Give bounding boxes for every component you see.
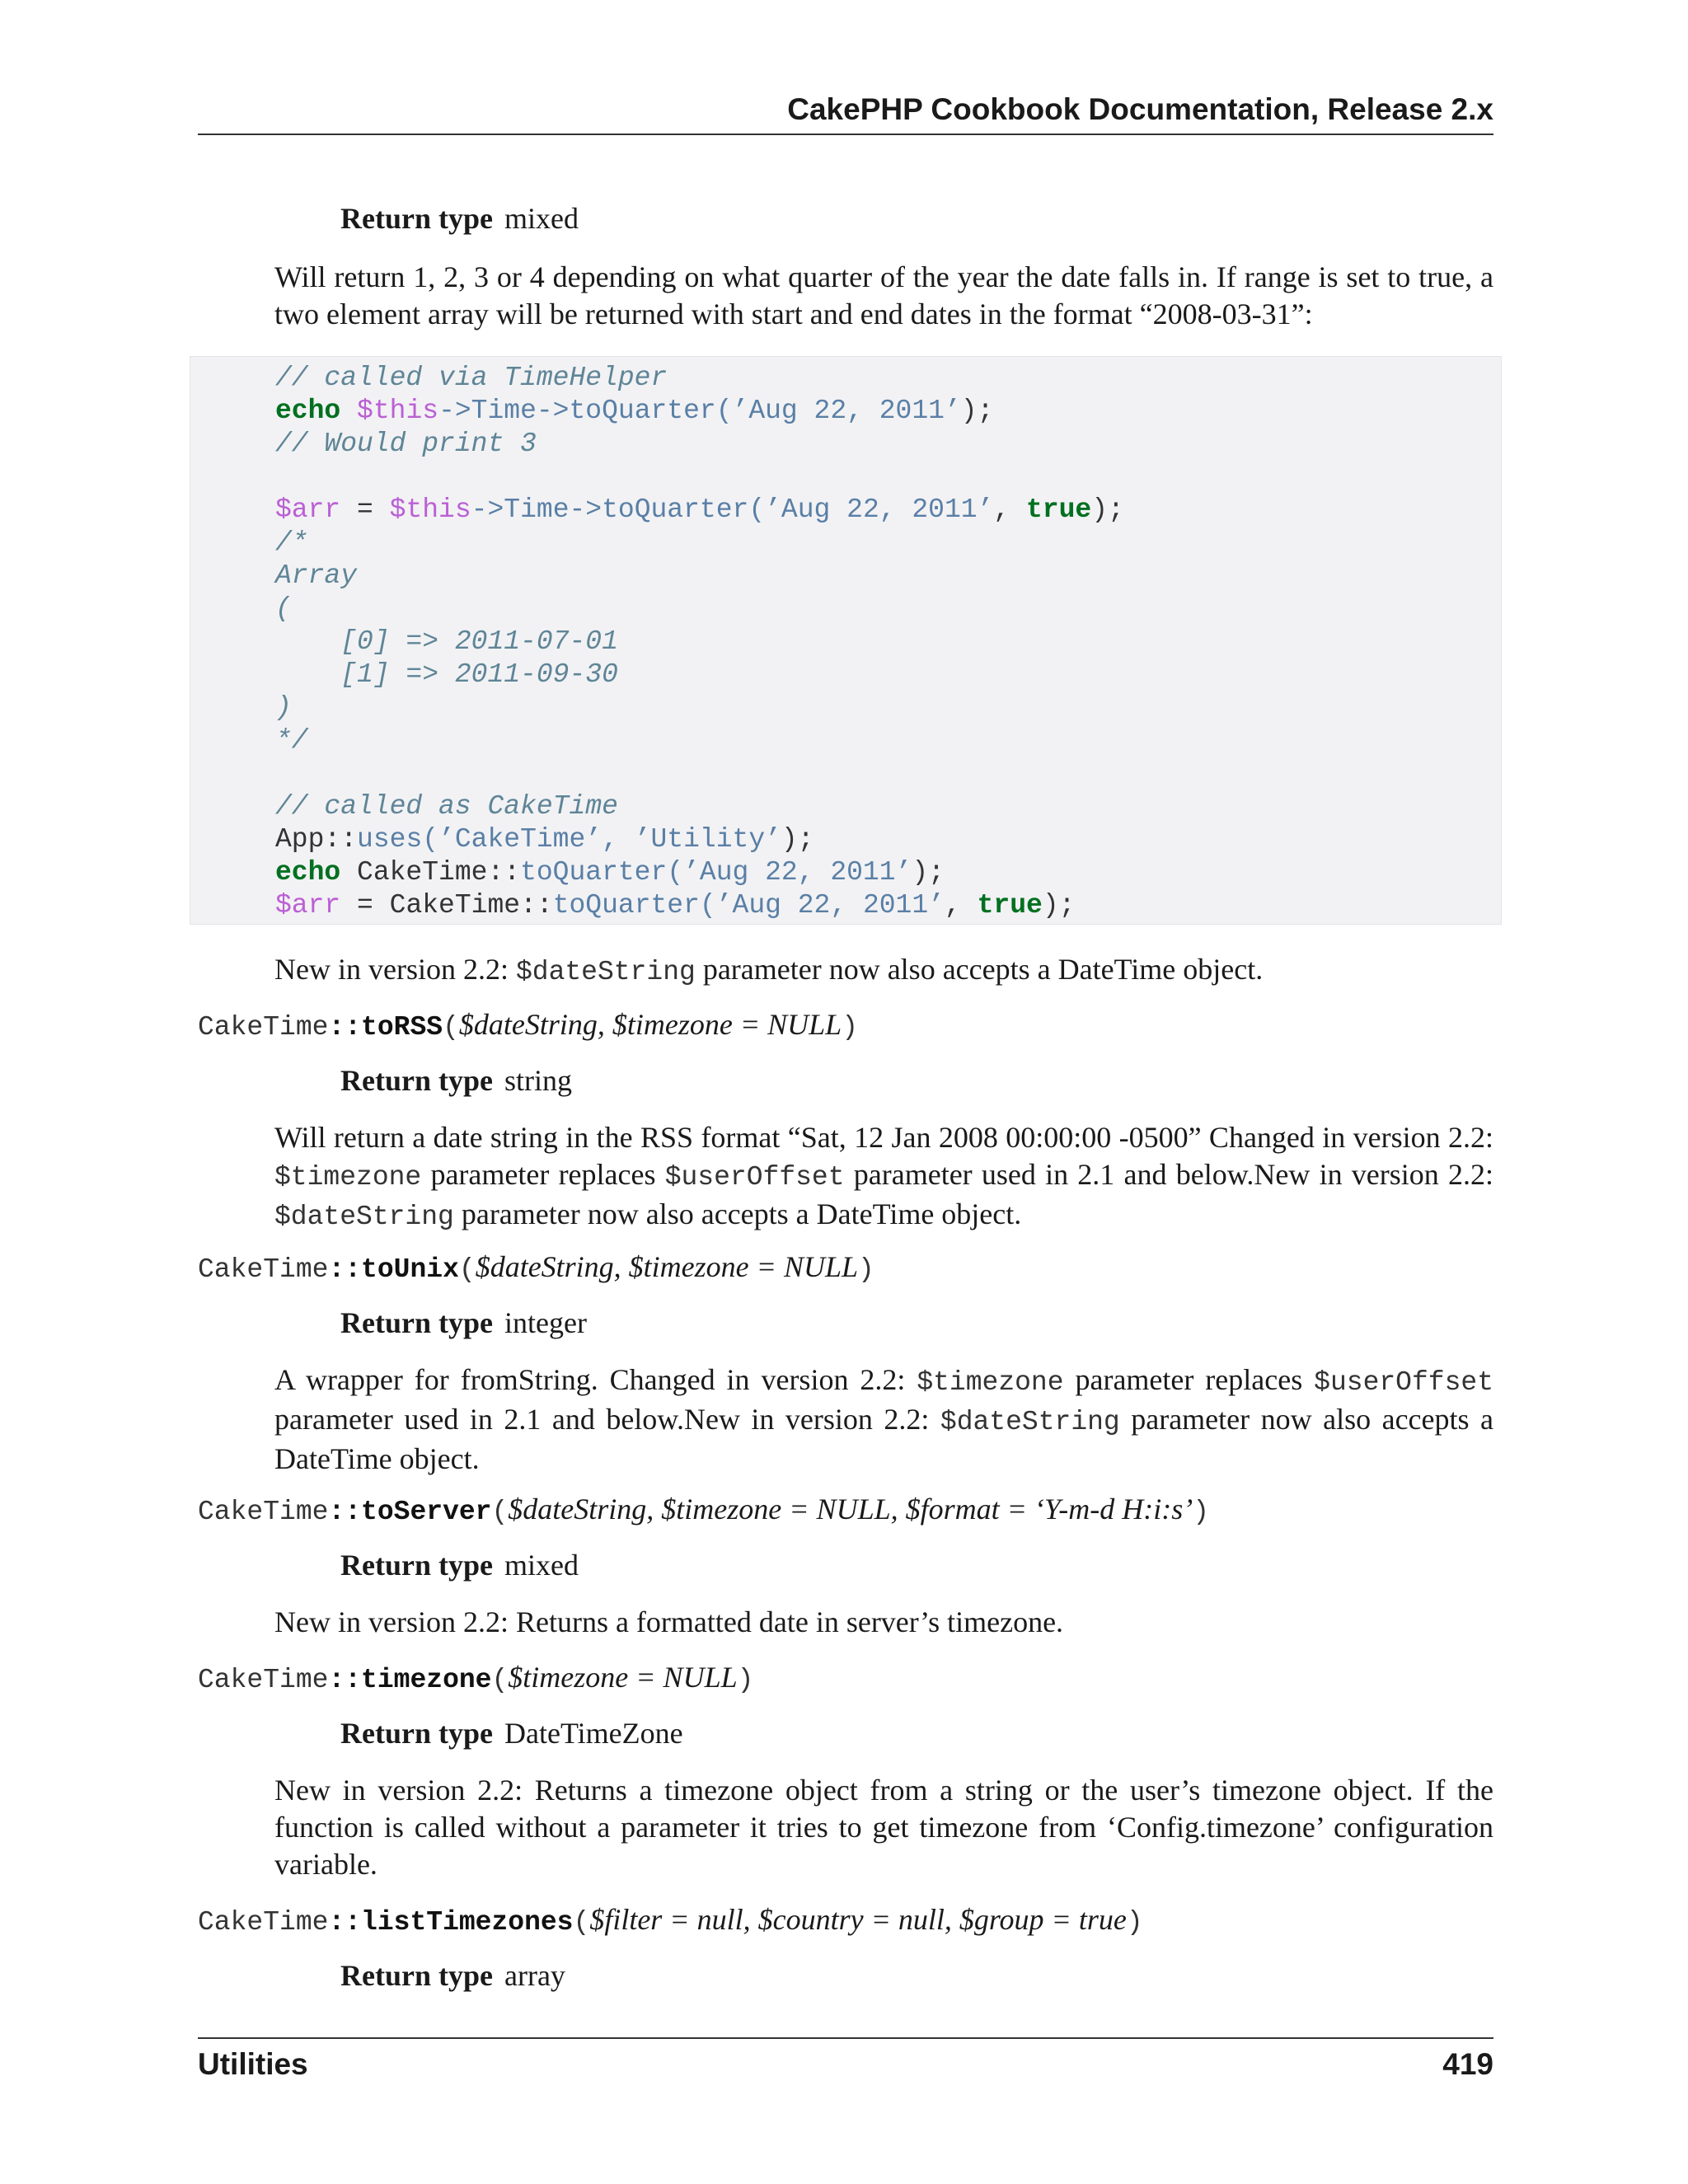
- code-string: (’CakeTime’, ’Utility’: [422, 824, 781, 855]
- code-punct: );: [1042, 890, 1076, 921]
- method-args: $timezone = NULL: [508, 1661, 738, 1694]
- desc-text: parameter replaces: [1063, 1363, 1315, 1396]
- inline-code: $dateString: [515, 957, 696, 987]
- code-variable: $arr: [275, 494, 341, 525]
- return-type-torss: [340, 1063, 572, 1098]
- code-keyword: echo: [275, 857, 341, 888]
- method-args: $dateString, $timezone = NULL, $format = ‘Y-m-d H:i:s’: [508, 1493, 1193, 1526]
- return-type-value: mixed: [504, 202, 579, 235]
- code-punct: ,: [944, 890, 978, 921]
- code-string: (’Aug 22, 2011’: [699, 890, 945, 921]
- inline-code: $userOffset: [664, 1162, 845, 1193]
- code-comment: Array: [275, 560, 358, 591]
- code-punct: ,: [993, 494, 1026, 525]
- return-type-toserver: [340, 1548, 579, 1582]
- inline-code: $userOffset: [1314, 1367, 1493, 1398]
- note-text: parameter now also accepts a DateTime object.: [695, 953, 1264, 986]
- return-type-value: mixed: [504, 1549, 579, 1582]
- return-type-toquarter: [340, 201, 579, 236]
- code-comment: [1] => 2011-09-30: [275, 659, 618, 690]
- page-number: 419: [1442, 2047, 1493, 2081]
- running-header: CakePHP Cookbook Documentation, Release 2.x: [787, 92, 1493, 126]
- return-type-label: Return type: [340, 1549, 493, 1582]
- desc-text: parameter used in 2.1 and below.New in version 2.2:: [844, 1158, 1493, 1191]
- toquarter-description: Will return 1, 2, 3 or 4 depending on what quarter of the year the date falls in. If range is set to true, a two element array will be returned with start and end dates in the format “2008-03-31”:: [274, 260, 1493, 330]
- footer-section: Utilities: [198, 2047, 308, 2081]
- inline-code: $timezone: [274, 1162, 422, 1193]
- code-function: toQuarter: [552, 890, 700, 921]
- class-name: CakeTime: [198, 1497, 329, 1527]
- scope-separator: ::: [328, 1907, 362, 1938]
- code-operator: =: [340, 494, 390, 525]
- return-type-label: Return type: [340, 202, 493, 235]
- method-signature-torss: CakeTime::toRSS($dateString, $timezone = NULL): [198, 1008, 859, 1043]
- scope-separator: ::: [328, 1012, 362, 1043]
- return-type-label: Return type: [340, 1959, 493, 1992]
- desc-text: Will return a date string in the RSS format “Sat, 12 Jan 2008 00:00:00 -0500” Changed in version 2.2:: [274, 1121, 1493, 1154]
- desc-text: parameter now also accepts a DateTime object.: [274, 1403, 1493, 1475]
- code-string: (’Aug 22, 2011’: [715, 396, 961, 426]
- return-type-value: DateTimeZone: [504, 1717, 683, 1750]
- return-type-label: Return type: [340, 1064, 493, 1097]
- code-variable: $arr: [275, 890, 341, 921]
- method-signature-tounix: CakeTime::toUnix($dateString, $timezone = NULL): [198, 1250, 874, 1285]
- torss-description: [274, 1119, 1493, 1235]
- inline-code: $dateString: [274, 1202, 454, 1232]
- return-type-label: Return type: [340, 1306, 493, 1339]
- timezone-description: New in version 2.2: Returns a timezone object from a string or the user’s timezone object. If the function is called without a parameter it tries to get timezone from ‘Config.timezone’ configuration variable.: [274, 1774, 1493, 1881]
- inline-code: $timezone: [917, 1367, 1064, 1398]
- class-name: CakeTime: [198, 1254, 329, 1285]
- return-type-value: integer: [504, 1306, 587, 1339]
- code-punct: );: [912, 857, 945, 888]
- scope-separator: ::: [328, 1497, 362, 1527]
- note-text: New in version 2.2:: [274, 953, 516, 986]
- desc-text: parameter now also accepts a DateTime object.: [453, 1197, 1022, 1230]
- code-comment: [0] => 2011-07-01: [275, 626, 618, 657]
- desc-text: parameter replaces: [421, 1158, 665, 1191]
- return-type-timezone: [340, 1716, 683, 1750]
- method-name: listTimezones: [361, 1907, 574, 1938]
- toquarter-version-note: [274, 951, 1493, 991]
- method-name: toServer: [361, 1497, 492, 1527]
- class-name: CakeTime: [198, 1012, 329, 1043]
- scope-separator: ::: [328, 1665, 362, 1695]
- code-function: uses: [357, 824, 423, 855]
- return-type-listtimezones: [340, 1958, 565, 1993]
- inline-code: $dateString: [940, 1407, 1120, 1437]
- method-args: $dateString, $timezone = NULL: [475, 1250, 858, 1283]
- code-variable: $this: [389, 494, 471, 525]
- code-keyword: true: [977, 890, 1043, 921]
- code-comment: // called via TimeHelper: [275, 363, 668, 393]
- method-args: $dateString, $timezone = NULL: [458, 1008, 842, 1041]
- header-rule: [198, 134, 1493, 135]
- code-function: ->Time->toQuarter: [438, 396, 716, 426]
- code-comment: // Would print 3: [275, 429, 537, 459]
- method-signature-timezone: CakeTime::timezone($timezone = NULL): [198, 1661, 754, 1695]
- method-args: $filter = null, $country = null, $group = true: [589, 1903, 1127, 1936]
- tounix-description: [274, 1361, 1493, 1478]
- code-string: (’Aug 22, 2011’: [667, 857, 912, 888]
- code-punct: );: [1091, 494, 1124, 525]
- method-name: toRSS: [361, 1012, 443, 1043]
- code-comment: ): [275, 692, 292, 723]
- code-operator: =: [340, 890, 390, 921]
- footer-rule: [198, 2037, 1493, 2039]
- code-punct: );: [781, 824, 814, 855]
- return-type-value: string: [504, 1064, 572, 1097]
- code-function: ->Time->toQuarter: [471, 494, 749, 525]
- method-signature-toserver: CakeTime::toServer($dateString, $timezone = NULL, $format = ‘Y-m-d H:i:s’): [198, 1493, 1210, 1527]
- code-listing: [275, 362, 1124, 922]
- desc-text: parameter used in 2.1 and below.New in version 2.2:: [274, 1403, 940, 1436]
- code-comment: // called as CakeTime: [275, 791, 618, 822]
- scope-separator: ::: [328, 1254, 362, 1285]
- code-class: CakeTime::: [389, 890, 553, 921]
- class-name: CakeTime: [198, 1907, 329, 1938]
- return-type-label: Return type: [340, 1717, 493, 1750]
- code-string: (’Aug 22, 2011’: [748, 494, 994, 525]
- running-footer: [198, 2047, 1493, 2082]
- desc-text: A wrapper for fromString. Changed in version 2.2:: [274, 1363, 917, 1396]
- code-variable: $this: [357, 396, 439, 426]
- code-comment: (: [275, 593, 292, 624]
- return-type-tounix: [340, 1305, 587, 1340]
- code-keyword: true: [1026, 494, 1092, 525]
- code-class: CakeTime::: [340, 857, 521, 888]
- code-function: toQuarter: [520, 857, 668, 888]
- code-class: App::: [275, 824, 358, 855]
- code-keyword: echo: [275, 396, 341, 426]
- method-name: toUnix: [361, 1254, 459, 1285]
- toserver-description: New in version 2.2: Returns a formatted date in server’s timezone.: [274, 1605, 1064, 1638]
- return-type-value: array: [504, 1959, 565, 1992]
- code-comment: /*: [275, 527, 308, 558]
- method-name: timezone: [361, 1665, 492, 1695]
- method-signature-listtimezones: CakeTime::listTimezones($filter = null, $country = null, $group = true): [198, 1903, 1143, 1938]
- code-comment: */: [275, 725, 308, 756]
- class-name: CakeTime: [198, 1665, 329, 1695]
- code-punct: );: [960, 396, 994, 426]
- code-example: [190, 356, 1502, 925]
